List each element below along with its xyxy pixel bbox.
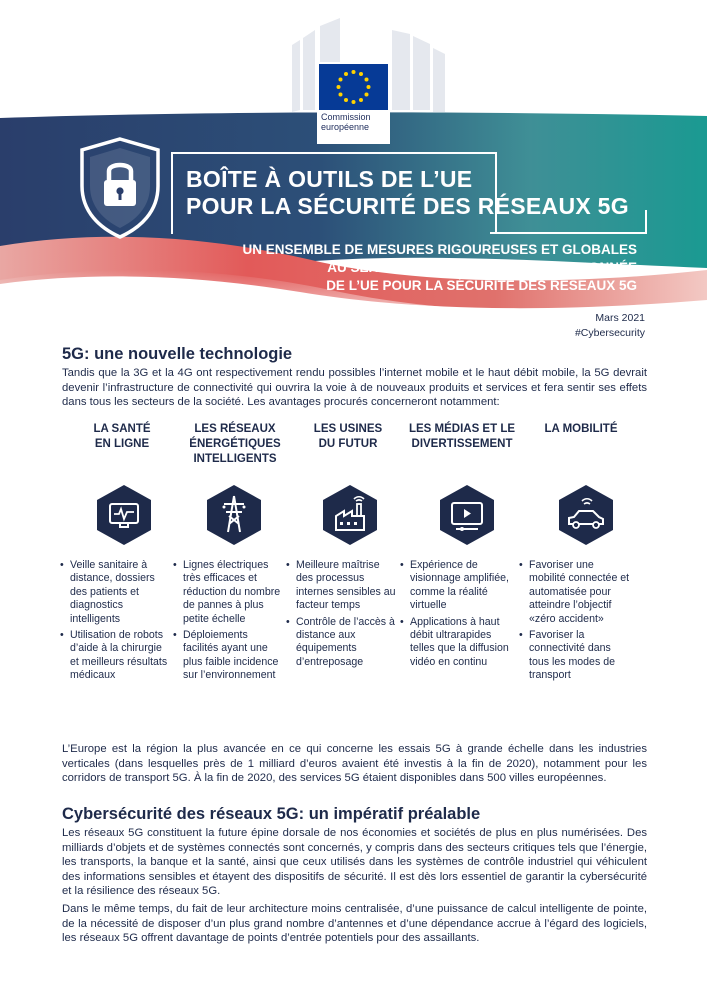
benefit-column — [179, 422, 291, 472]
benefit-list — [400, 559, 512, 672]
benefit-title-line: LES RÉSEAUX — [194, 423, 276, 435]
benefit-list — [286, 559, 398, 672]
benefit-title-line: LES MÉDIAS ET LE — [408, 423, 516, 435]
document-meta — [575, 311, 645, 340]
benefit-title-line: EN LIGNE — [94, 438, 150, 450]
benefit-title-line: LES USINES — [313, 423, 383, 435]
benefit-title-line: LA SANTÉ — [93, 423, 151, 435]
section1-intro: Tandis que la 3G et la 4G ont respectivement rendu possibles l’internet mobile et le haut débit mobile, la 5G devrait devenir l’infrastructure de connectivité qui ouvrira la voie à de nouveaux produits et services et fera sentir ses effets dans tous les secteurs de la société. Les avantages procurés concerneront notamment: — [62, 367, 647, 409]
benefit-column — [525, 422, 637, 472]
benefit-bullet: • Meilleure maîtrise des processus internes sensibles au facteur temps — [286, 559, 398, 613]
benefit-title — [179, 422, 291, 472]
benefit-bullet: • Favoriser une mobilité connectée et automatisée pour atteindre l’objectif «zéro accident» — [519, 559, 631, 626]
eu-stars-icon — [319, 64, 388, 110]
eu-flag-icon — [319, 64, 388, 110]
title-line2: POUR LA SÉCURITÉ DES RÉSEAUX 5G — [186, 193, 629, 219]
benefit-title — [525, 422, 637, 472]
benefit-title-line: INTELLIGENTS — [193, 453, 277, 465]
benefit-title-line: DIVERTISSEMENT — [411, 438, 513, 450]
video-player-icon — [436, 484, 498, 546]
logo-text-line1: Commission — [321, 112, 371, 122]
benefit-column — [66, 422, 178, 472]
benefit-list — [519, 559, 631, 686]
benefit-bullet: • Expérience de visionnage amplifiée, comme la réalité virtuelle — [400, 559, 512, 613]
europe-paragraph: L’Europe est la région la plus avancée en ce qui concerne les essais 5G à grande échelle dans les industries verticales (dans lesquelles près de 1 milliard d’euros avaient été investis à la fin de 2020), notamment pour les corridors de transport 5G. À la fin de 2020, des services 5G étaient disponibles dans 500 villes européennes. — [62, 743, 647, 785]
document-title — [186, 166, 636, 220]
section1-heading: 5G: une nouvelle technologie — [62, 345, 293, 363]
subtitle-line3: DE L’UE POUR LA SÉCURITÉ DES RÉSEAUX 5G — [326, 278, 637, 293]
benefit-title-line: ÉNERGÉTIQUES — [189, 438, 281, 450]
power-pylon-icon — [203, 484, 265, 546]
benefit-bullet: • Lignes électriques très efficaces et réduction du nombre de pannes à plus petite échelle — [173, 559, 285, 626]
connected-car-icon — [555, 484, 617, 546]
section2-paragraph1: Les réseaux 5G constituent la future épine dorsale de nos économies et sociétés de plus en plus numérisées. Des milliards d’objets et de systèmes connectés sont concernés, y compris dans des secteurs critiques tels que l’énergie, les transports, la banque et la santé, ainsi que ceux utilisés dans les systèmes de contrôle industriel qui véhiculent des informations sensibles et étayent des dispositifs de sécurité. Il est dès lors essentiel de garantir la cybersécurité et la résilience des réseaux 5G. — [62, 827, 647, 898]
shield-lock-icon — [78, 136, 162, 240]
section2-heading: Cybersécurité des réseaux 5G: un impératif préalable — [62, 805, 481, 823]
benefit-title — [66, 422, 178, 472]
benefit-title — [406, 422, 518, 472]
subtitle-line1: UN ENSEMBLE DE MESURES RIGOUREUSES ET GLOBALES — [242, 242, 637, 257]
subtitle-line2: AU SERVICE D’UNE APPROCHE COORDONNÉE — [327, 260, 637, 275]
benefit-bullet: • Applications à haut débit ultrarapides telles que la diffusion vidéo en continu — [400, 616, 512, 670]
publication-date: Mars 2021 — [595, 312, 645, 324]
benefit-bullet: • Déploiements facilités ayant une plus faible incidence sur l’environnement — [173, 629, 285, 683]
hashtag: #Cybersecurity — [574, 327, 645, 339]
health-monitor-icon — [93, 484, 155, 546]
eu-commission-logo — [317, 62, 390, 144]
factory-icon — [319, 484, 381, 546]
title-line1: BOÎTE À OUTILS DE L’UE — [186, 166, 473, 192]
benefit-list — [173, 559, 285, 686]
header-banner — [0, 0, 707, 340]
section2-paragraph2: Dans le même temps, du fait de leur architecture moins centralisée, d’une puissance de calcul intelligente de pointe, de la nécessité de disposer d’un plus grand nombre d’antennes et d’une dépendance accrue à l’égard des logiciels, les réseaux 5G offrent davantage de points d’entrée potentiels pour des assaillants. — [62, 903, 647, 945]
benefit-title-line: LA MOBILITÉ — [544, 423, 618, 435]
benefit-column — [406, 422, 518, 472]
benefit-bullet: • Favoriser la connectivité dans tous les modes de transport — [519, 629, 631, 683]
benefit-column — [292, 422, 404, 472]
benefit-bullet: • Utilisation de robots d’aide à la chirurgie et meilleurs résultats médicaux — [60, 629, 172, 683]
logo-text — [321, 112, 371, 132]
benefit-title-line: DU FUTUR — [318, 438, 378, 450]
logo-text-line2: européenne — [321, 122, 370, 132]
benefit-title — [292, 422, 404, 472]
benefit-list — [60, 559, 172, 686]
benefit-bullet: • Veille sanitaire à distance, dossiers des patients et diagnostics intelligents — [60, 559, 172, 626]
document-subtitle — [177, 241, 637, 295]
benefit-bullet: • Contrôle de l’accès à distance aux équipements d’entreposage — [286, 616, 398, 670]
